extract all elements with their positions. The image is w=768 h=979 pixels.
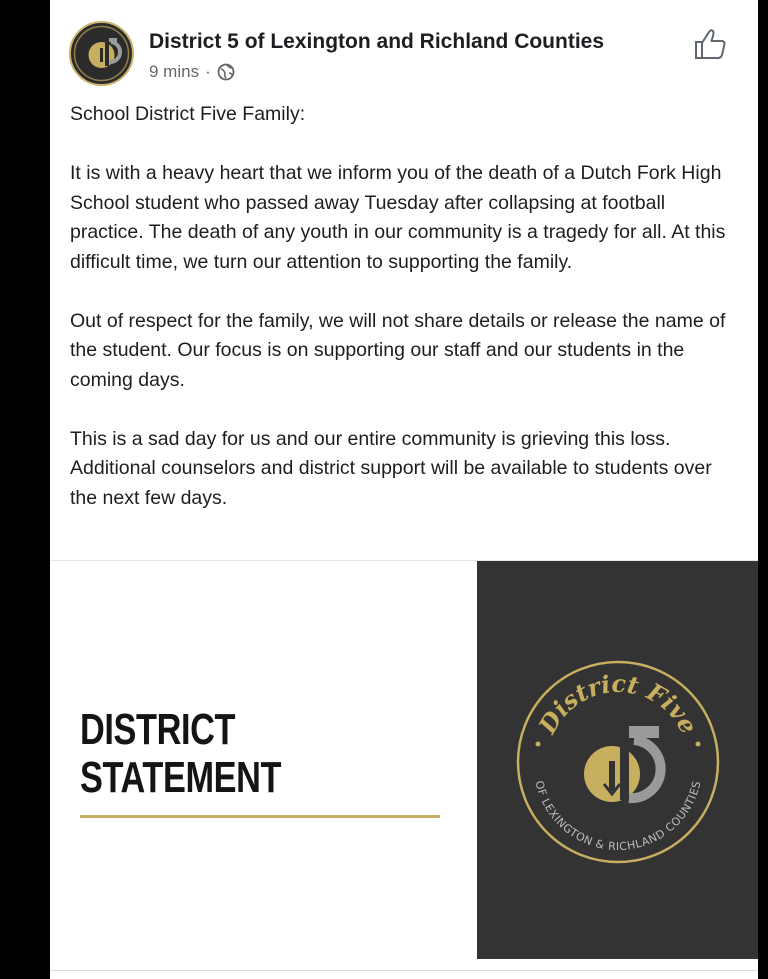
logo-panel — [477, 561, 758, 959]
logo-emblem-text: d5 — [618, 866, 620, 867]
post-author-name[interactable]: District 5 of Lexington and Richland Counties — [149, 30, 605, 53]
right-black-border — [758, 0, 768, 979]
post-header — [50, 0, 758, 100]
post-paragraph: Out of respect for the family, we will not share details or release the name of the student. Our focus is on supporting our staff and our students in the coming days. — [70, 309, 726, 391]
district-five-seal-icon — [512, 656, 724, 868]
statement-title-line: DISTRICT — [80, 705, 236, 754]
statement-title-line: STATEMENT — [80, 753, 282, 802]
post-meta — [149, 62, 235, 82]
statement-title — [80, 706, 281, 802]
globe-icon — [217, 63, 235, 81]
left-black-border — [0, 0, 50, 979]
logo-top-text: District Five — [532, 668, 704, 739]
meta-separator: · — [205, 62, 211, 81]
post-paragraph: School District Five Family: — [70, 103, 306, 125]
post-timestamp[interactable]: 9 mins — [149, 62, 200, 81]
gold-divider — [80, 815, 440, 818]
post-paragraph: This is a sad day for us and our entire community is grieving this loss. Additional counselors and district support will be available to students over the next few days. — [70, 427, 712, 509]
post-paragraph: It is with a heavy heart that we inform you of the death of a Dutch Fork High School student who passed away Tuesday after collapsing at football practice. The death of any youth in our community is a tragedy for all. At this difficult time, we turn our attention to supporting the family. — [70, 162, 726, 273]
post-body — [70, 100, 742, 513]
avatar[interactable] — [69, 21, 134, 86]
district-logo-icon — [71, 23, 132, 84]
logo-ring-text: OF LEXINGTON & RICHLAND COUNTIES — [532, 779, 704, 854]
post-footer-divider — [50, 970, 758, 971]
thumbs-up-icon[interactable] — [693, 26, 729, 62]
facebook-post — [50, 0, 758, 979]
post-image-attachment[interactable] — [50, 560, 758, 958]
svg-text:District Five — [532, 669, 703, 739]
